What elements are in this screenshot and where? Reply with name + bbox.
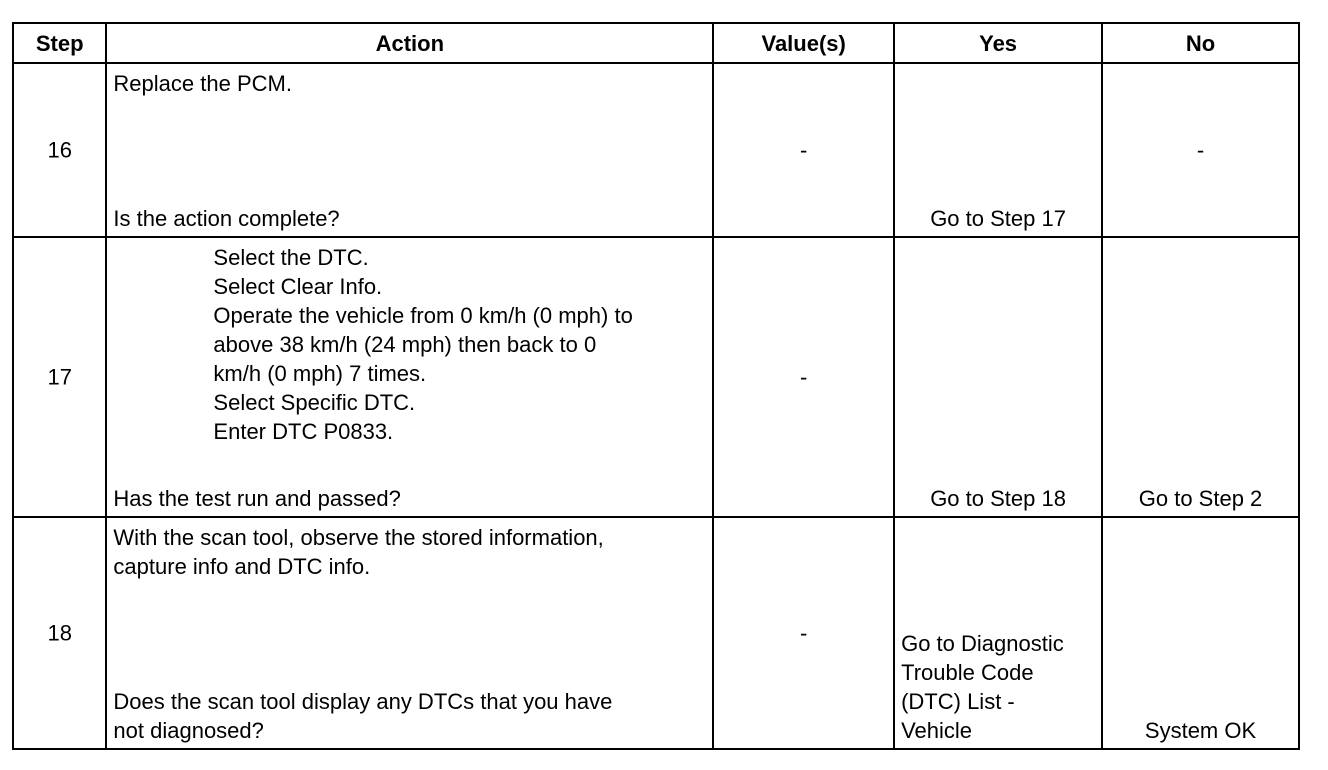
step-number: 16 [47, 137, 72, 163]
action-line: Replace the PCM. [113, 71, 292, 96]
step-cell [13, 63, 106, 237]
table-row [13, 63, 1299, 237]
value-text: - [800, 364, 808, 390]
question-line: not diagnosed? [113, 718, 264, 743]
action-line: capture info and DTC info. [113, 554, 371, 579]
yes-line: Vehicle [901, 718, 973, 743]
step-number: 17 [47, 364, 72, 390]
action-instructions [113, 523, 706, 581]
action-instructions [113, 243, 706, 446]
question-line: Is the action complete? [113, 206, 340, 231]
header-no: No [1102, 23, 1299, 63]
question-line: Has the test run and passed? [113, 486, 401, 511]
no-line: Go to Step 2 [1138, 486, 1263, 511]
header-yes: Yes [894, 23, 1102, 63]
action-line: above 38 km/h (24 mph) then back to 0 [213, 332, 597, 357]
yes-text [895, 484, 1101, 513]
action-instructions [113, 69, 706, 98]
action-line: Select Clear Info. [213, 274, 383, 299]
no-text: - [1196, 137, 1205, 163]
value-cell [713, 237, 894, 517]
value-text: - [800, 137, 808, 163]
no-text [1103, 716, 1298, 745]
yes-line: (DTC) List - [901, 689, 1015, 714]
action-line: Select Specific DTC. [213, 390, 416, 415]
value-cell [713, 517, 894, 749]
value-cell [713, 63, 894, 237]
action-cell [106, 517, 713, 749]
no-text [1103, 484, 1298, 513]
action-question [113, 687, 706, 745]
action-question [113, 484, 706, 513]
action-line: km/h (0 mph) 7 times. [213, 361, 427, 386]
header-step: Step [13, 23, 106, 63]
action-cell [106, 63, 713, 237]
no-cell [1102, 63, 1299, 237]
step-cell [13, 237, 106, 517]
yes-cell [894, 63, 1102, 237]
action-line: Select the DTC. [213, 245, 369, 270]
yes-cell [894, 237, 1102, 517]
header-action: Action [106, 23, 713, 63]
no-cell [1102, 237, 1299, 517]
action-line: Operate the vehicle from 0 km/h (0 mph) to [213, 303, 633, 328]
diagnostic-table [12, 22, 1300, 750]
yes-cell [894, 517, 1102, 749]
table-row [13, 237, 1299, 517]
yes-text [895, 204, 1101, 233]
yes-text [901, 629, 1097, 745]
question-line: Does the scan tool display any DTCs that you have [113, 689, 613, 714]
no-cell [1102, 517, 1299, 749]
header-values: Value(s) [713, 23, 894, 63]
action-line: Enter DTC P0833. [213, 419, 394, 444]
yes-line: Go to Step 17 [930, 206, 1066, 231]
yes-line: Trouble Code [901, 660, 1034, 685]
action-line: With the scan tool, observe the stored information, [113, 525, 604, 550]
step-cell [13, 517, 106, 749]
step-number: 18 [47, 620, 72, 646]
header-row [13, 23, 1299, 63]
no-line: System OK [1144, 718, 1257, 743]
yes-line: Go to Step 18 [930, 486, 1066, 511]
value-text: - [800, 620, 808, 646]
table-row [13, 517, 1299, 749]
yes-line: Go to Diagnostic [901, 631, 1064, 656]
action-cell [106, 237, 713, 517]
action-question [113, 204, 706, 233]
